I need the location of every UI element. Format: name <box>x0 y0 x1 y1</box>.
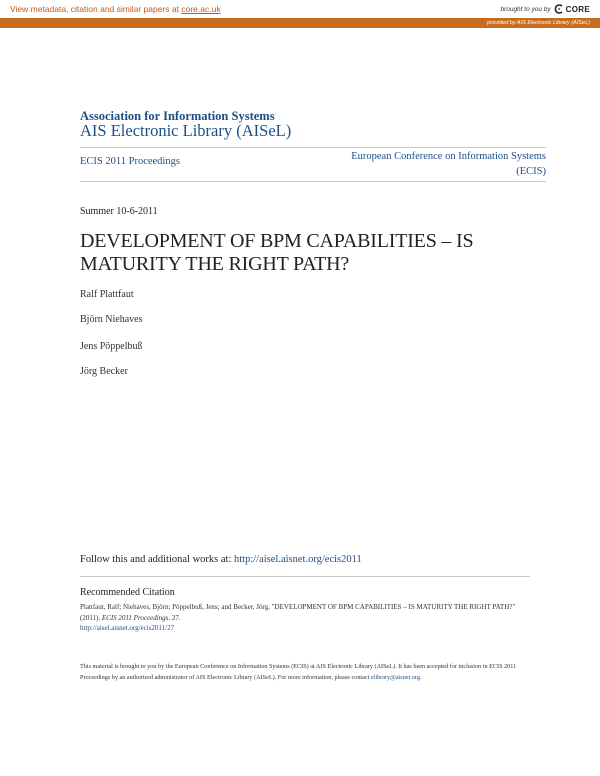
notice-text: This material is brought to you by the European Conference on Information Systems (ECIS) at AIS Electronic Library (AISeL). It has been accepted for inclusion in ECIS 2011 Proceedings by an authorized administrator of AIS Electronic Library (AISeL). For more information, please contact <box>80 663 517 681</box>
follow-text: Follow this and additional works at: <box>80 554 234 565</box>
core-banner <box>0 0 600 28</box>
citation-text <box>80 602 530 634</box>
footer-divider <box>80 576 530 577</box>
author: Jörg Becker <box>80 366 128 377</box>
core-link-prefix: View metadata, citation and similar papers at <box>10 4 182 14</box>
recommended-citation-heading: Recommended Citation <box>80 587 175 598</box>
library-name[interactable]: AIS Electronic Library (AISeL) <box>80 121 292 140</box>
conference-line-2: (ECIS) <box>516 165 546 177</box>
association-name[interactable]: Association for Information Systems <box>80 109 275 123</box>
core-link-domain: core.ac.uk <box>181 4 221 14</box>
follow-link[interactable]: http://aisel.aisnet.org/ecis2011 <box>234 554 362 565</box>
header-divider-top <box>80 147 546 148</box>
notice-end: . <box>419 674 422 681</box>
provided-by: provided by AIS Electronic Library (AISeL) <box>487 20 590 26</box>
brought-to-you[interactable] <box>500 4 590 14</box>
brought-text: brought to you by <box>500 5 551 13</box>
author: Björn Niehaves <box>80 314 143 325</box>
citation-link[interactable]: http://aisel.aisnet.org/ecis2011/27 <box>80 624 175 632</box>
header-divider-bottom <box>80 181 546 182</box>
contact-email-link[interactable]: elibrary@aisnet.org <box>370 674 420 681</box>
core-logo-text: CORE <box>565 4 590 14</box>
access-notice <box>80 661 520 683</box>
author: Jens Pöppelbuß <box>80 341 143 352</box>
paper-title: DEVELOPMENT OF BPM CAPABILITIES – IS MATURITY THE RIGHT PATH? <box>80 230 474 275</box>
core-logo-icon <box>554 4 564 14</box>
author: Ralf Plattfaut <box>80 289 134 300</box>
conference-line-1: European Conference on Information Systems <box>351 151 546 162</box>
core-metadata-link[interactable] <box>10 4 221 14</box>
publication-date: Summer 10-6-2011 <box>80 206 158 217</box>
citation-number: . 27. <box>168 613 181 622</box>
follow-works <box>80 554 362 565</box>
core-logo <box>554 4 590 14</box>
conference-link[interactable] <box>316 150 546 179</box>
proceedings-link[interactable]: ECIS 2011 Proceedings <box>80 156 180 167</box>
citation-main: Plattfaut, Ralf; Niehaves, Björn; Pöppelbuß, Jens; and Becker, Jörg, "DEVELOPMENT OF BPM CAPABILITIES – IS MATURITY THE RIGHT PATH?" (2011). <box>80 603 516 622</box>
citation-proceedings: ECIS 2011 Proceedings <box>101 613 169 622</box>
